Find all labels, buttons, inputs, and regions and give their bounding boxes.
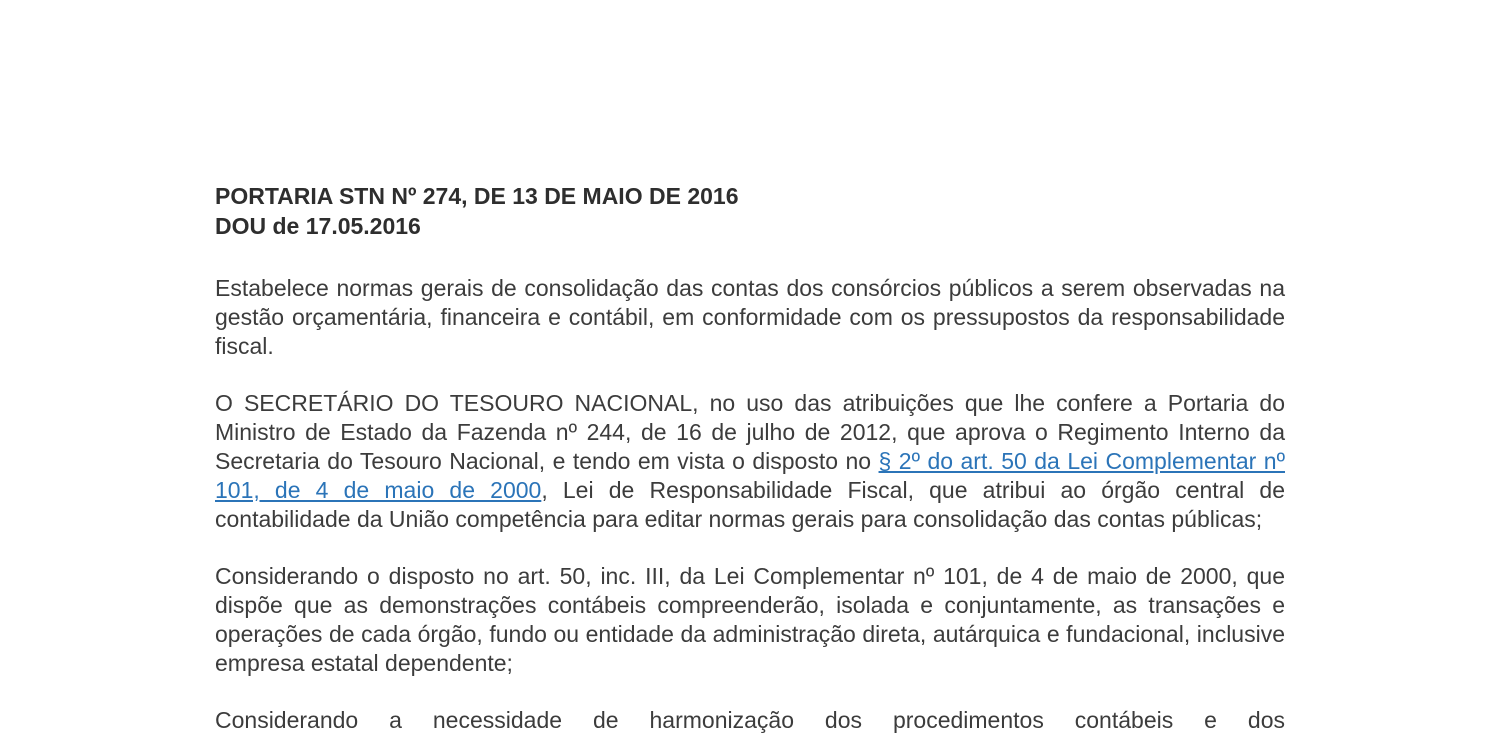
title-line-ordinance: PORTARIA STN Nº 274, DE 13 DE MAIO DE 2016 [215,183,739,209]
preamble-text-after-link: , Lei de Responsabilidade Fiscal, que atribui ao órgão central de contabilidade da União competência para editar normas gerais para consolidação das contas públicas; [215,477,1285,532]
considerando-paragraph-2-partial: Considerando a necessidade de harmonização dos procedimentos contábeis e dos [215,707,1285,733]
law-hyperlink[interactable]: § 2º do art. 50 da Lei Complementar nº 101, de 4 de maio de 2000 [215,448,1285,503]
document-content [215,0,1285,735]
summary-paragraph: Estabelece normas gerais de consolidação das contas dos consórcios públicos a serem observadas na gestão orçamentária, financeira e contábil, em conformidade com os pressupostos da responsabilidade fiscal. [215,275,1285,359]
preamble-paragraph [215,389,1285,534]
preamble-text-before-link: O SECRETÁRIO DO TESOURO NACIONAL, no uso das atribuições que lhe confere a Portaria do Ministro de Estado da Fazenda nº 244, de 16 de julho de 2012, que aprova o Regimento Interno da Secretaria do Tesouro Nacional, e tendo em vista o disposto no [215,390,1285,474]
title-line-dou-date: DOU de 17.05.2016 [215,213,421,239]
considerando-paragraph-1: Considerando o disposto no art. 50, inc. III, da Lei Complementar nº 101, de 4 de maio de 2000, que dispõe que as demonstrações contábeis compreenderão, isolada e conjuntamente, as transações e operações de cada órgão, fundo ou entidade da administração direta, autárquica e fundacional, inclusive empresa estatal dependente; [215,563,1285,676]
document-title [215,181,1285,241]
